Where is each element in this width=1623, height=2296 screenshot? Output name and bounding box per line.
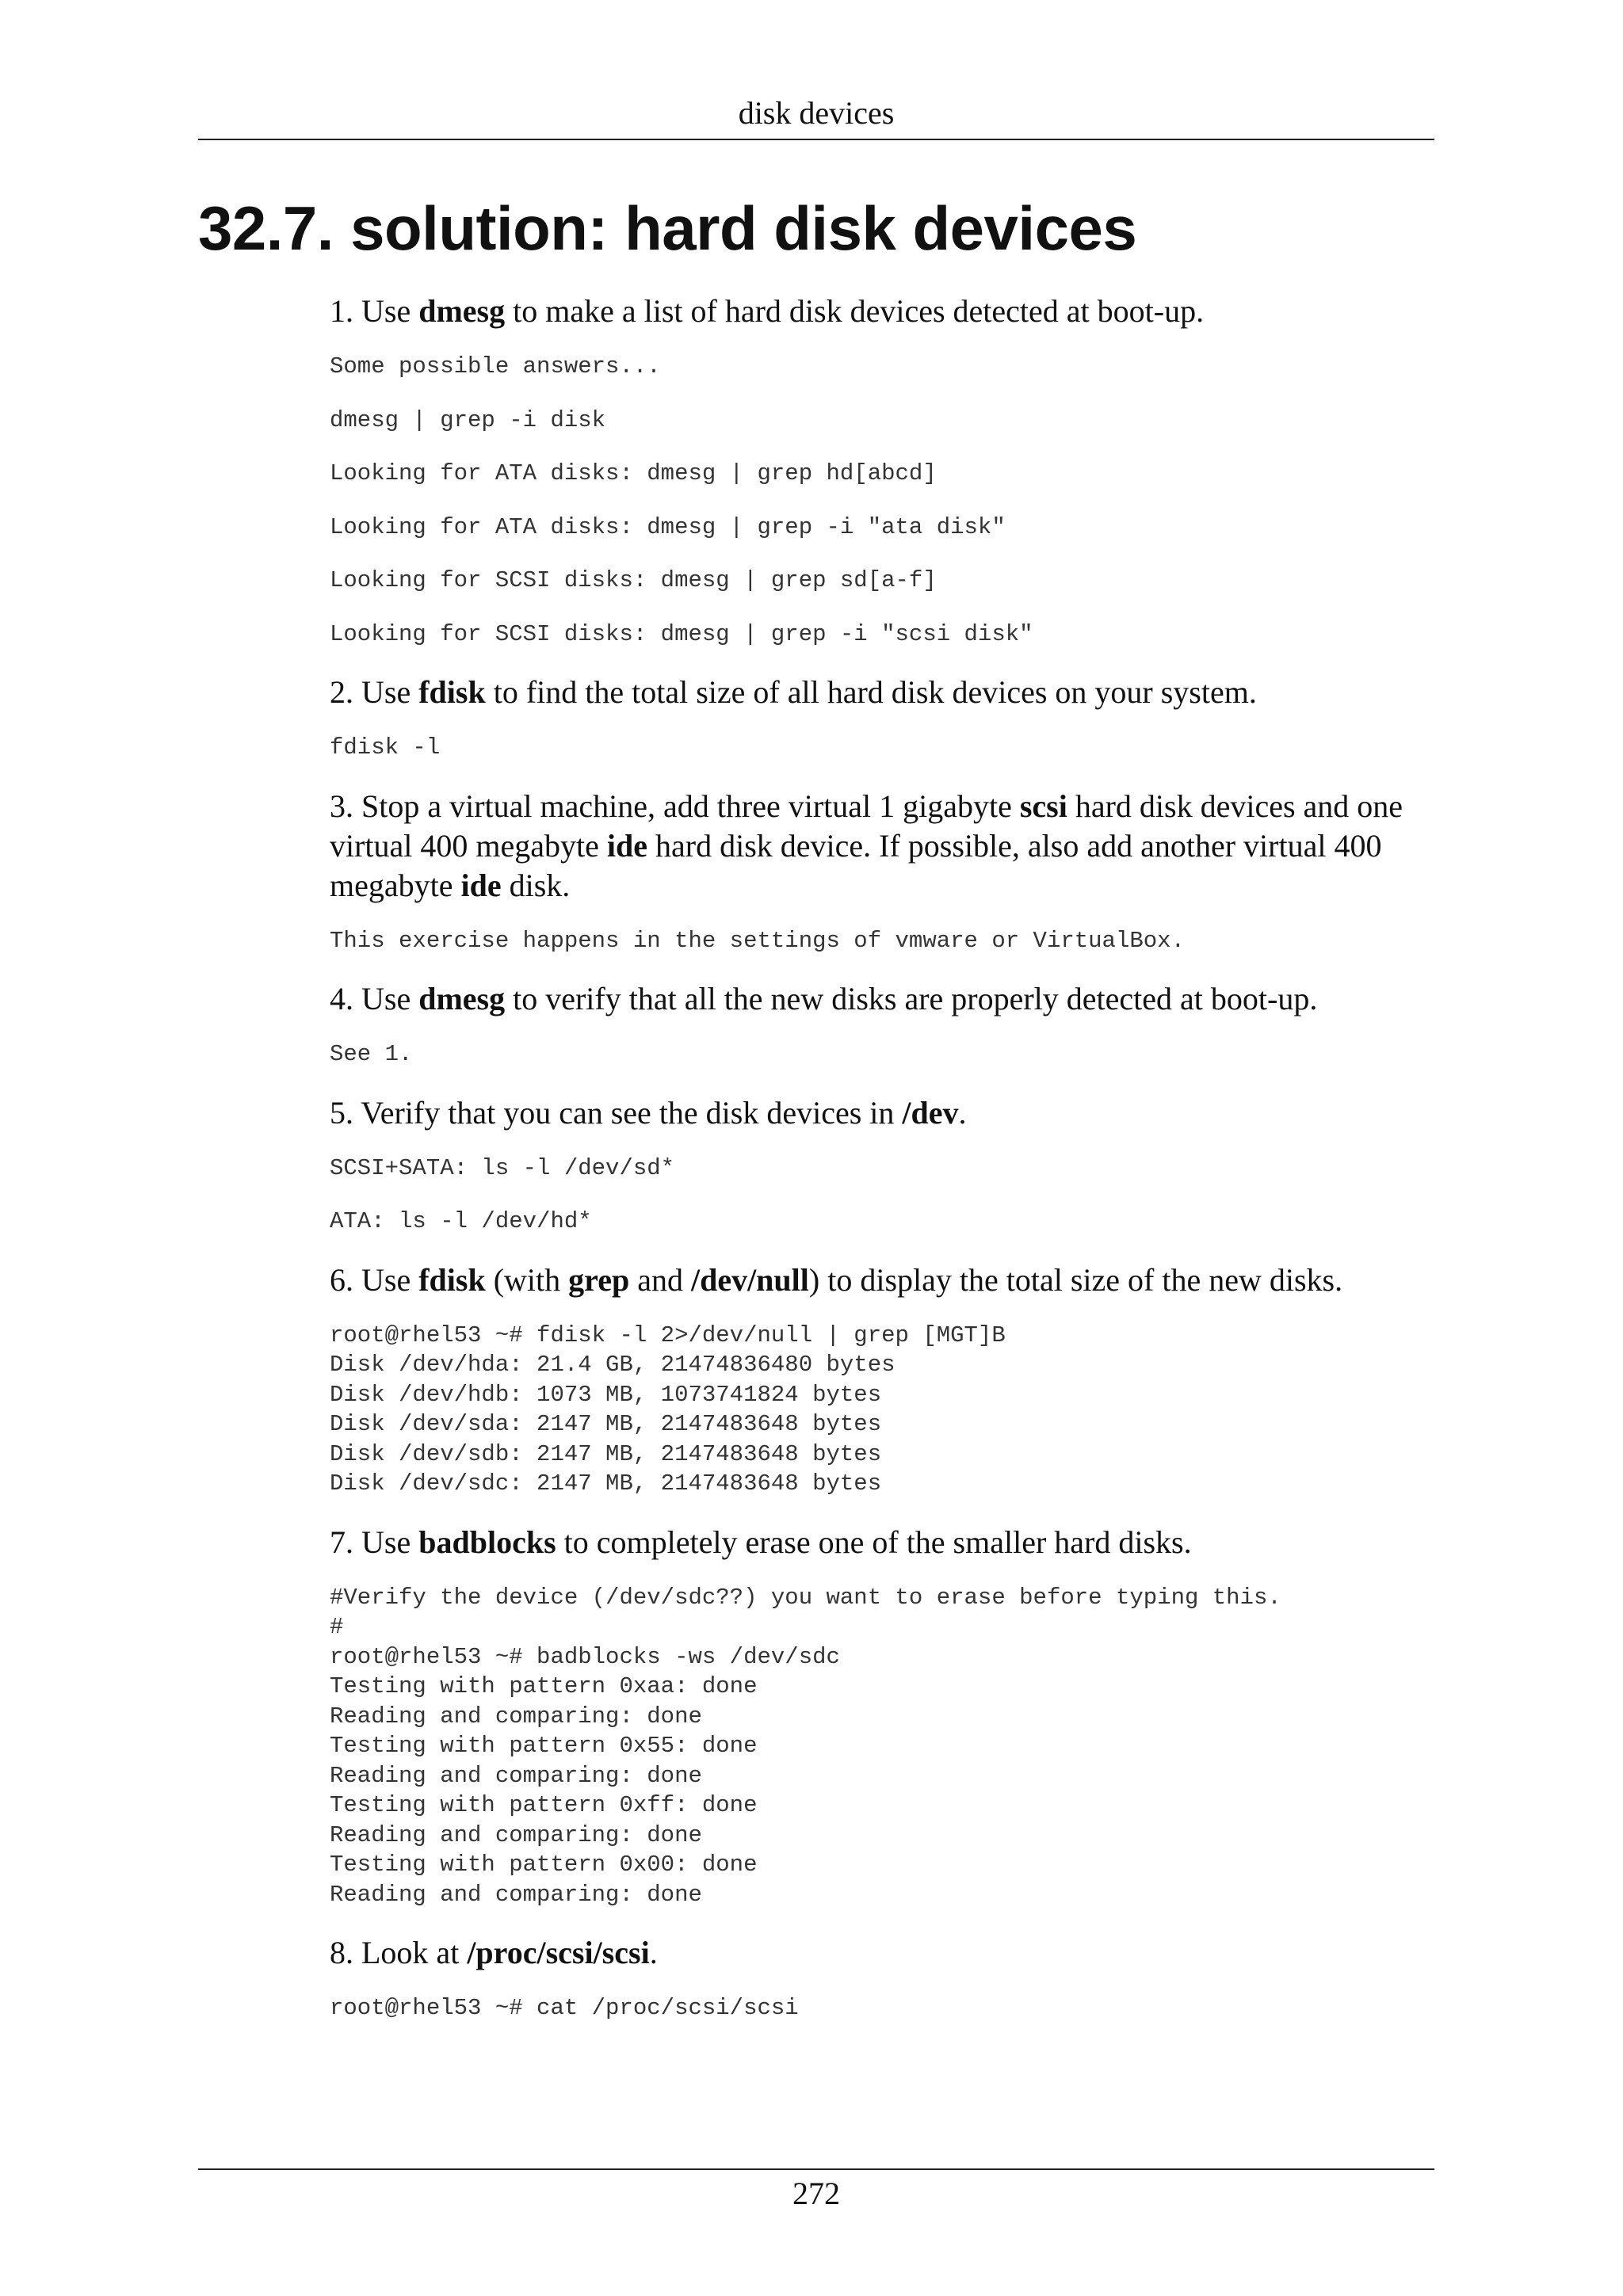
command-name: dmesg bbox=[418, 981, 506, 1016]
code-line: dmesg | grep -i disk bbox=[330, 406, 606, 433]
command-name: badblocks bbox=[418, 1524, 556, 1560]
command-name: dmesg bbox=[418, 293, 506, 329]
code-line: Disk /dev/sdc: 2147 MB, 2147483648 bytes bbox=[330, 1470, 882, 1497]
code-line: Looking for ATA disks: dmesg | grep hd[abcd] bbox=[330, 460, 937, 486]
code-line: Testing with pattern 0x00: done bbox=[330, 1852, 758, 1878]
step-4: 4. Use dmesg to verify that all the new disks are properly detected at boot-up. bbox=[330, 981, 1318, 1016]
code-line: Disk /dev/sdb: 2147 MB, 2147483648 bytes bbox=[330, 1440, 882, 1467]
code-line: ATA: ls -l /dev/hd* bbox=[330, 1208, 592, 1234]
code-line: Looking for ATA disks: dmesg | grep -i "ata disk" bbox=[330, 513, 1006, 540]
code-line: root@rhel53 ~# fdisk -l 2>/dev/null | grep [MGT]B bbox=[330, 1322, 1006, 1348]
code-line: Testing with pattern 0xaa: done bbox=[330, 1673, 758, 1699]
code-line: Testing with pattern 0xff: done bbox=[330, 1792, 758, 1818]
code-line: Disk /dev/hda: 21.4 GB, 21474836480 bytes bbox=[330, 1352, 896, 1378]
code-line: Looking for SCSI disks: dmesg | grep sd[a-f] bbox=[330, 567, 937, 593]
code-line: Reading and comparing: done bbox=[330, 1821, 702, 1848]
code-line: root@rhel53 ~# cat /proc/scsi/scsi bbox=[330, 1995, 799, 2021]
step-1: 1. Use dmesg to make a list of hard disk devices detected at boot-up. bbox=[330, 293, 1205, 329]
code-line: This exercise happens in the settings of vmware or VirtualBox. bbox=[330, 927, 1185, 954]
code-line: Disk /dev/sda: 2147 MB, 2147483648 bytes bbox=[330, 1411, 882, 1437]
code-line: SCSI+SATA: ls -l /dev/sd* bbox=[330, 1154, 675, 1181]
step-6: 6. Use fdisk (with grep and /dev/null) to display the total size of the new disks. bbox=[330, 1261, 1343, 1298]
code-line: Looking for SCSI disks: dmesg | grep -i "scsi disk" bbox=[330, 620, 1033, 647]
step-8: 8. Look at /proc/scsi/scsi. bbox=[330, 1935, 658, 1970]
running-header: disk devices bbox=[738, 95, 895, 131]
code-line: Reading and comparing: done bbox=[330, 1881, 702, 1908]
command-name: fdisk bbox=[418, 674, 486, 710]
code-block bbox=[330, 1583, 1439, 1910]
step-5: 5. Verify that you can see the disk devices in /dev. bbox=[330, 1094, 967, 1131]
code-line: Reading and comparing: done bbox=[330, 1703, 702, 1730]
header-rule bbox=[198, 139, 1434, 140]
code-line: Some possible answers... bbox=[330, 353, 661, 379]
step-3: 3. Stop a virtual machine, add three virtual 1 gigabyte scsi hard disk devices and one virtual 400 megabyte ide hard disk device. If possible, also add another virtual 400 megabyte ide disk. bbox=[330, 788, 1403, 903]
step-7: 7. Use badblocks to completely erase one of the smaller hard disks. bbox=[330, 1524, 1192, 1560]
code-line: root@rhel53 ~# badblocks -ws /dev/sdc bbox=[330, 1643, 840, 1670]
code-line: # bbox=[330, 1614, 344, 1640]
code-line: See 1. bbox=[330, 1041, 413, 1067]
code-line: fdisk -l bbox=[330, 734, 441, 761]
step-2: 2. Use fdisk to find the total size of all hard disk devices on your system. bbox=[330, 674, 1257, 710]
code-block bbox=[330, 1321, 1439, 1499]
section-title: 32.7. solution: hard disk devices bbox=[198, 193, 1137, 263]
code-line: #Verify the device (/dev/sdc??) you want to erase before typing this. bbox=[330, 1584, 1281, 1611]
page-number: 272 bbox=[792, 2176, 840, 2211]
code-line: Disk /dev/hdb: 1073 MB, 1073741824 bytes bbox=[330, 1381, 882, 1408]
code-line: Reading and comparing: done bbox=[330, 1762, 702, 1789]
code-line: Testing with pattern 0x55: done bbox=[330, 1733, 758, 1759]
exercise-list bbox=[330, 292, 1439, 2047]
